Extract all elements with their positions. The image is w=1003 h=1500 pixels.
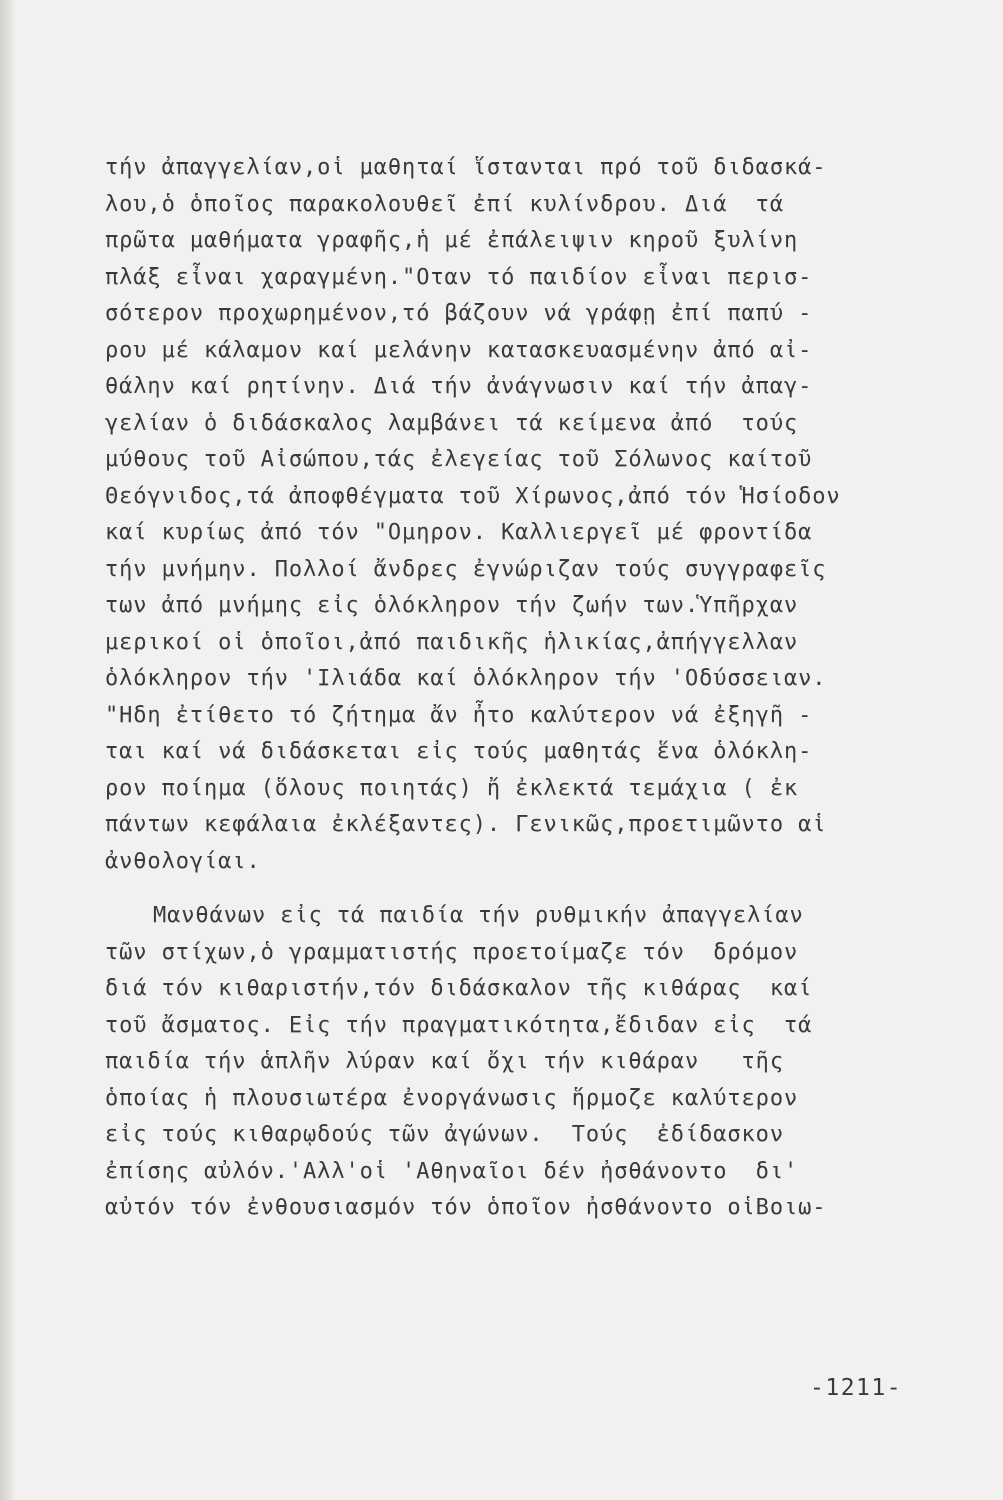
text-line: εἰς τούς κιθαρῳδούς τῶν ἀγώνων. Τούς ἐδίδασκον <box>105 1122 784 1147</box>
body-text <box>105 150 965 1227</box>
text-line: "Ηδη ἐτίθετο τό ζήτημα ἄν ἦτο καλύτερον νά ἐξηγῆ - <box>105 702 813 728</box>
text-line: ἀνθολογίαι. <box>105 848 261 874</box>
text-line: ὁλόκληρον τήν 'Ιλιάδα καί ὁλόκληρον τήν 'Οδύσσειαν. <box>105 666 827 691</box>
text-line: τήν ἀπαγγελίαν,οἱ μαθηταί ἵστανται πρό τοῦ διδασκά- <box>105 155 827 180</box>
text-line: μερικοί οἱ ὁποῖοι,ἀπό παιδικῆς ἡλικίας,ἀπήγγελλαν <box>105 629 799 655</box>
paragraph-gap <box>105 880 965 898</box>
text-line: γελίαν ὁ διδάσκαλος λαμβάνει τά κείμενα ἀπό τούς <box>105 410 799 436</box>
page-edge-shadow <box>0 0 14 1500</box>
text-line: λου,ὁ ὁποῖος παρακολουθεῖ ἐπί κυλίνδρου. Διά τά <box>105 191 784 217</box>
text-line: διά τόν κιθαριστήν,τόν διδάσκαλον τῆς κιθάρας καί <box>105 976 813 1001</box>
text-line: ὁποίας ἡ πλουσιωτέρα ἐνοργάνωσις ἥρμοζε καλύτερον <box>105 1085 799 1111</box>
text-line: πρῶτα μαθήματα γραφῆς,ἡ μέ ἐπάλειψιν κηροῦ ξυλίνη <box>105 228 799 253</box>
text-line: ρου μέ κάλαμον καί μελάνην κατασκευασμένην ἀπό αἰ- <box>105 337 813 363</box>
text-line: καί κυρίως ἀπό τόν "Ομηρον. Καλλιεργεῖ μέ φροντίδα <box>105 520 813 545</box>
text-line: σότερον προχωρημένον,τό βάζουν νά γράφῃ ἐπί παπύ - <box>105 301 813 326</box>
text-line: αὐτόν τόν ἐνθουσιασμόν τόν ὁποῖον ἠσθάνοντο οἱΒοιω- <box>105 1195 827 1220</box>
text-line: ἐπίσης αὐλόν.'Αλλ'οἱ 'Αθηναῖοι δέν ἠσθάνοντο δι' <box>105 1158 799 1184</box>
text-line: τοῦ ἄσματος. Εἰς τήν πραγματικότητα,ἔδιδαν εἰς τά <box>105 1012 813 1038</box>
text-line: Μανθάνων εἰς τά παιδία τήν ρυθμικήν ἀπαγγελίαν <box>153 903 804 928</box>
text-line: τῶν στίχων,ὁ γραμματιστής προετοίμαζε τόν δρόμον <box>105 939 799 965</box>
text-line: πλάξ εἶναι χαραγμένη."Οταν τό παιδίον εἶναι περισ- <box>105 264 813 290</box>
paragraph-1 <box>105 150 965 880</box>
text-line: μύθους τοῦ Αἰσώπου,τάς ἐλεγείας τοῦ Σόλωνος καίτοῦ <box>105 447 813 472</box>
text-line: των ἀπό μνήμης εἰς ὁλόκληρον τήν ζωήν των.Ὑπῆρχαν <box>105 593 799 618</box>
paragraph-2 <box>105 898 965 1227</box>
text-line: θάλην καί ρητίνην. Διά τήν ἀνάγνωσιν καί τήν ἀπαγ- <box>105 374 813 399</box>
page-number: -1211- <box>810 1375 903 1401</box>
text-line: τήν μνήμην. Πολλοί ἄνδρες ἐγνώριζαν τούς συγγραφεῖς <box>105 556 827 582</box>
text-line: ται καί νά διδάσκεται εἰς τούς μαθητάς ἕνα ὁλόκλη- <box>105 739 813 764</box>
text-line: ρον ποίημα (ὅλους ποιητάς) ἤ ἐκλεκτά τεμάχια ( ἐκ <box>105 775 799 801</box>
text-line: πάντων κεφάλαια ἐκλέξαντες). Γενικῶς,προετιμῶντο αἱ <box>105 812 827 837</box>
text-line: Θεόγνιδος,τά ἀποφθέγματα τοῦ Χίρωνος,ἀπό τόν Ἡσίοδον <box>105 483 841 509</box>
text-line: παιδία τήν ἁπλῆν λύραν καί ὄχι τήν κιθάραν τῆς <box>105 1049 784 1074</box>
